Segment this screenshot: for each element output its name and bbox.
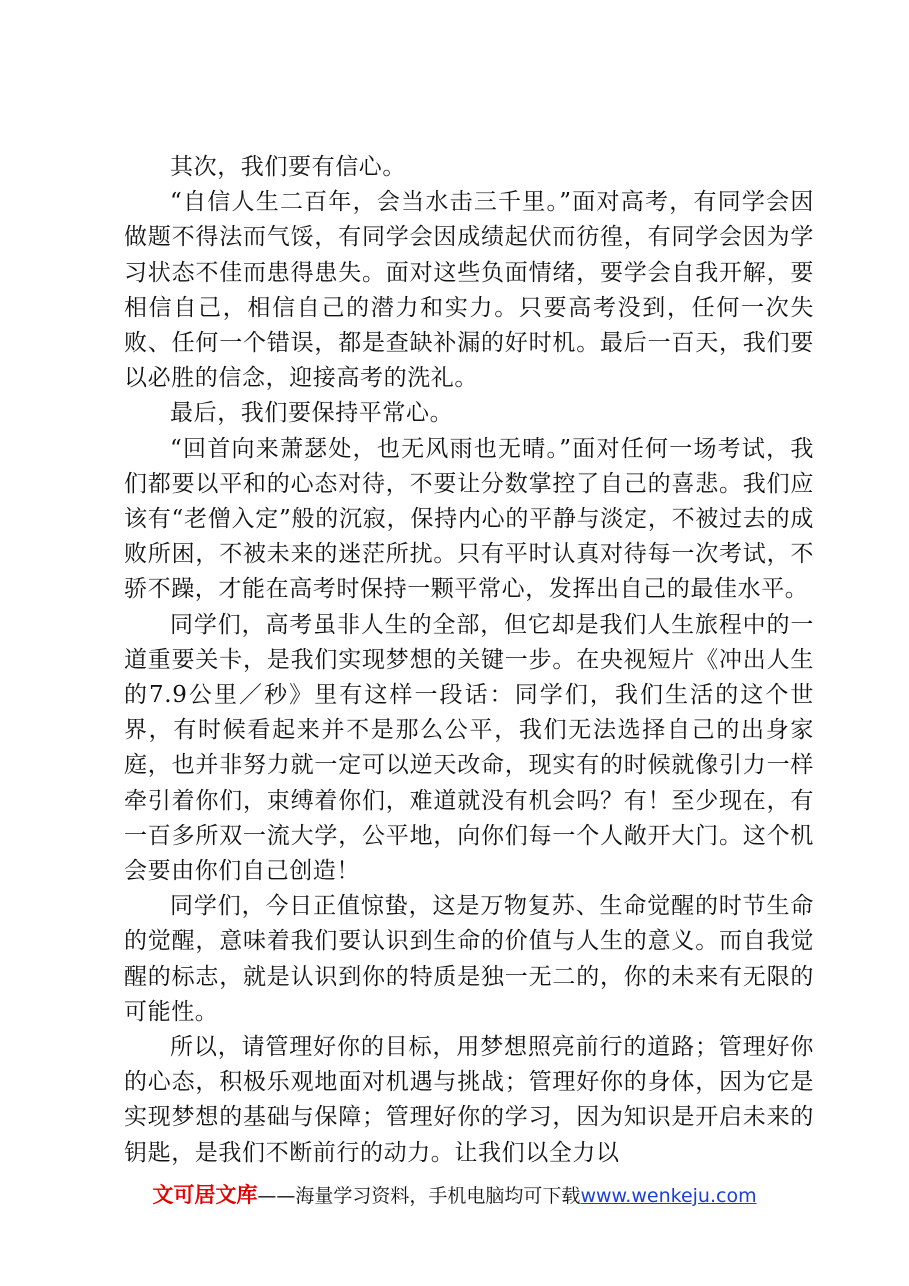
footer-dash: —— xyxy=(257,1185,296,1207)
paragraph: 同学们，今日正值惊蛰，这是万物复苏、生命觉醒的时节生命的觉醒，意味着我们要认识到生命的价值与人生的意义。而自我觉醒的标志，就是认识到你的特质是独一无二的，你的未来有无限的可能性。 xyxy=(124,893,814,1025)
paragraph: 最后，我们要保持平常心。 xyxy=(170,400,454,427)
document-body xyxy=(124,150,814,1171)
footer-banner xyxy=(0,1180,909,1211)
paragraph: “回首向来萧瑟处，也无风雨也无晴。”面对任何一场考试，我们都要以平和的心态对待，不要让分数掌控了自己的喜悲。我们应该有“老僧入定”般的沉寂，保持内心的平静与淡定，不被过去的成败所困，不被未来的迷茫所扰。只有平时认真对待每一次考试，不骄不躁，才能在高考时保持一颗平常心，发挥出自己的最佳水平。 xyxy=(124,435,814,603)
paragraph: 所以，请管理好你的目标，用梦想照亮前行的道路；管理好你的心态，积极乐观地面对机遇与挑战；管理好你的身体，因为它是实现梦想的基础与保障；管理好你的学习，因为知识是开启未来的钥匙，是我们不断前行的动力。让我们以全力以 xyxy=(124,1034,814,1166)
footer-brand: 文可居文库 xyxy=(152,1183,258,1207)
paragraph: 同学们，高考虽非人生的全部，但它却是我们人生旅程中的一道重要关卡，是我们实现梦想的关键一步。在央视短片《冲出人生的7.9公里／秒》里有这样一段话：同学们，我们生活的这个世界，有时候看起来并不是那么公平，我们无法选择自己的出身家庭，也并非努力就一定可以逆天改命，现实有的时候就像引力一样牵引着你们，束缚着你们，难道就没有机会吗？有！至少现在，有一百多所双一流大学，公平地，向你们每一个人敞开大门。这个机会要由你们自己创造！ xyxy=(124,611,814,885)
footer-tagline: 海量学习资料，手机电脑均可下载 xyxy=(295,1185,581,1207)
paragraph: “自信人生二百年，会当水击三千里。”面对高考，有同学会因做题不得法而气馁，有同学会因成绩起伏而彷徨，有同学会因为学习状态不佳而患得患失。面对这些负面情绪，要学会自我开解，要相信自己，相信自己的潜力和实力。只要高考没到，任何一次失败、任何一个错误，都是查缺补漏的好时机。最后一百天，我们要以必胜的信念，迎接高考的洗礼。 xyxy=(124,189,814,392)
paragraph: 其次，我们要有信心。 xyxy=(170,154,406,180)
footer-website-link[interactable]: www.wenkeju.com xyxy=(580,1185,757,1207)
